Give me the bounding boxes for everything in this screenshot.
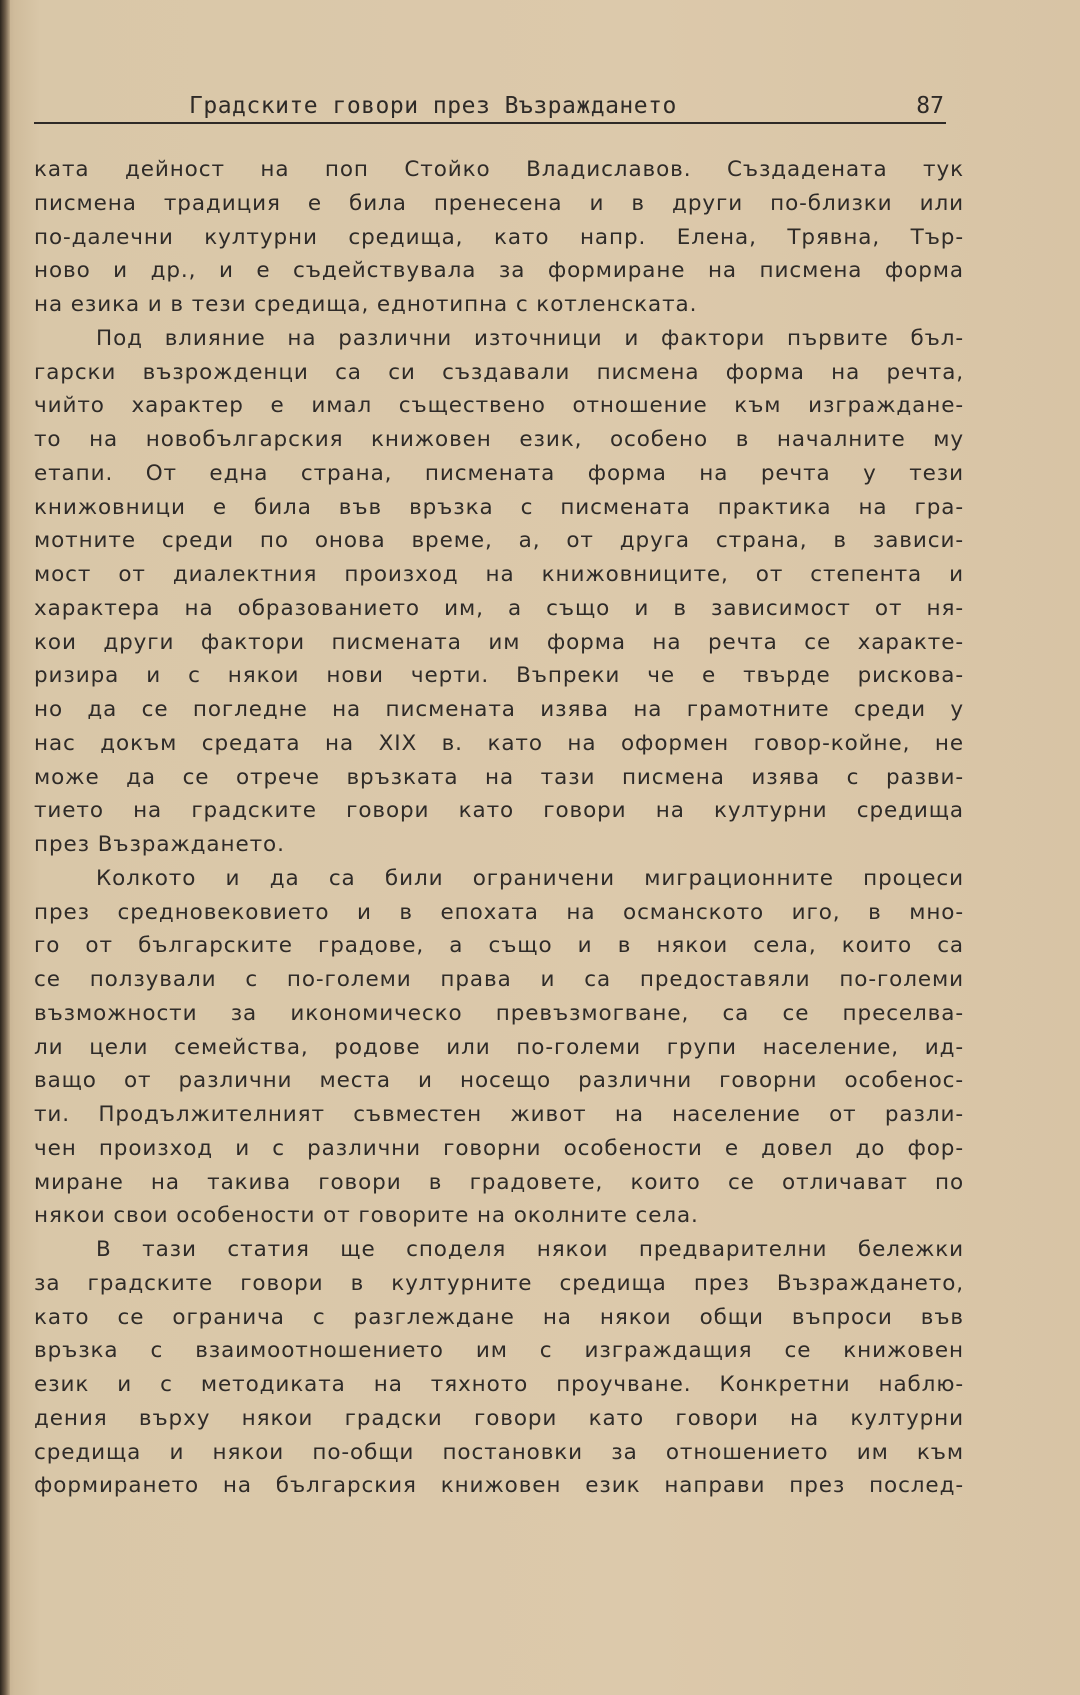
text-line: през средновековието и в епохата на османското иго, в мно- <box>34 899 964 925</box>
text-line: гарски възрожденци са си създавали писмена форма на речта, <box>34 359 964 385</box>
text-line: ти. Продължителният съвместен живот на население от разли- <box>34 1102 964 1127</box>
text-line: за градските говори в културните средища през Възраждането, <box>34 1270 964 1296</box>
body-text <box>34 153 964 1503</box>
text-line: връзка с взаимоотношението им с изграждащия се книжовен <box>34 1338 964 1364</box>
text-line: миране на такива говори в градовете, които се отличават по <box>34 1169 964 1195</box>
text-line: характера на образованието им, а също и в зависимост от ня- <box>34 595 964 621</box>
text-line: Под влияние на различни източници и фактори първите бъл- <box>96 325 964 351</box>
text-line: език и с методиката на тяхното проучване. Конкретни наблю- <box>34 1372 964 1397</box>
text-line: някои свои особености от говорите на околните села. <box>34 1203 699 1229</box>
text-line: ризира и с някои нови черти. Въпреки че е твърде рискова- <box>34 663 964 689</box>
text-line: мотните среди по онова време, а, от друга страна, в зависи- <box>34 528 964 554</box>
text-line: ли цели семейства, родове или по-големи групи население, ид- <box>34 1034 964 1060</box>
text-line: дения върху някои градски говори като говори на културни <box>34 1405 964 1431</box>
text-line: може да се отрече връзката на тази писмена изява с разви- <box>34 764 964 790</box>
running-title: Градските говори през Възраждането <box>189 93 677 119</box>
text-line: писмена традиция е била пренесена и в други по-близки или <box>34 190 964 216</box>
text-line: го от българските градове, а също и в някои села, които са <box>34 933 964 959</box>
text-line: възможности за икономическо превъзмогване, са се преселва- <box>34 1000 964 1026</box>
text-line: чен произход и с различни говорни особености е довел до фор- <box>34 1135 964 1161</box>
text-line: ващо от различни места и носещо различни говорни особенос- <box>34 1068 964 1094</box>
page-binding-edge <box>0 0 10 1695</box>
text-line: етапи. От една страна, писмената форма на речта у тези <box>34 460 964 486</box>
text-line: тието на градските говори като говори на културни средища <box>34 798 964 824</box>
text-line: кои други фактори писмената им форма на речта се характе- <box>34 629 964 655</box>
text-line: като се ограничa с разглеждане на някои общи въпроси във <box>34 1304 964 1330</box>
text-line: се ползували с по-големи права и са предоставяли по-големи <box>34 967 964 992</box>
page-number: 87 <box>916 93 944 119</box>
text-line: ново и др., и е съдействувала за формиране на писмена форма <box>34 258 964 284</box>
text-line: на езика и в тези средища, еднотипна с котленската. <box>34 292 698 317</box>
text-line: през Възраждането. <box>34 832 285 857</box>
text-line: мост от диалектния произход на книжовниците, от степента и <box>34 562 964 587</box>
text-line: ката дейност на поп Стойко Владиславов. Създадената тук <box>34 157 964 182</box>
text-line: Колкото и да са били ограничени миграционните процеси <box>96 865 964 891</box>
text-line: по-далечни културни средища, като напр. Елена, Трявна, Тър- <box>34 224 964 250</box>
text-line: книжовници е била във връзка с писмената практика на гра- <box>34 494 964 520</box>
text-line: то на новобългарския книжовен език, особено в началните му <box>34 427 964 452</box>
text-line: нас докъм средата на XIX в. като на оформен говор-койне, не <box>34 730 964 756</box>
text-line: средища и някои по-общи постановки за отношението им към <box>34 1439 964 1465</box>
text-line: чийто характер е имал съществено отношение към изграждане- <box>34 393 964 419</box>
running-header <box>34 92 946 124</box>
text-line: В тази статия ще споделя някои предварителни бележки <box>96 1237 964 1262</box>
text-line: но да се погледне на писмената изява на грамотните среди у <box>34 697 964 722</box>
text-line: формирането на българския книжовен език направи през послед- <box>34 1473 964 1499</box>
